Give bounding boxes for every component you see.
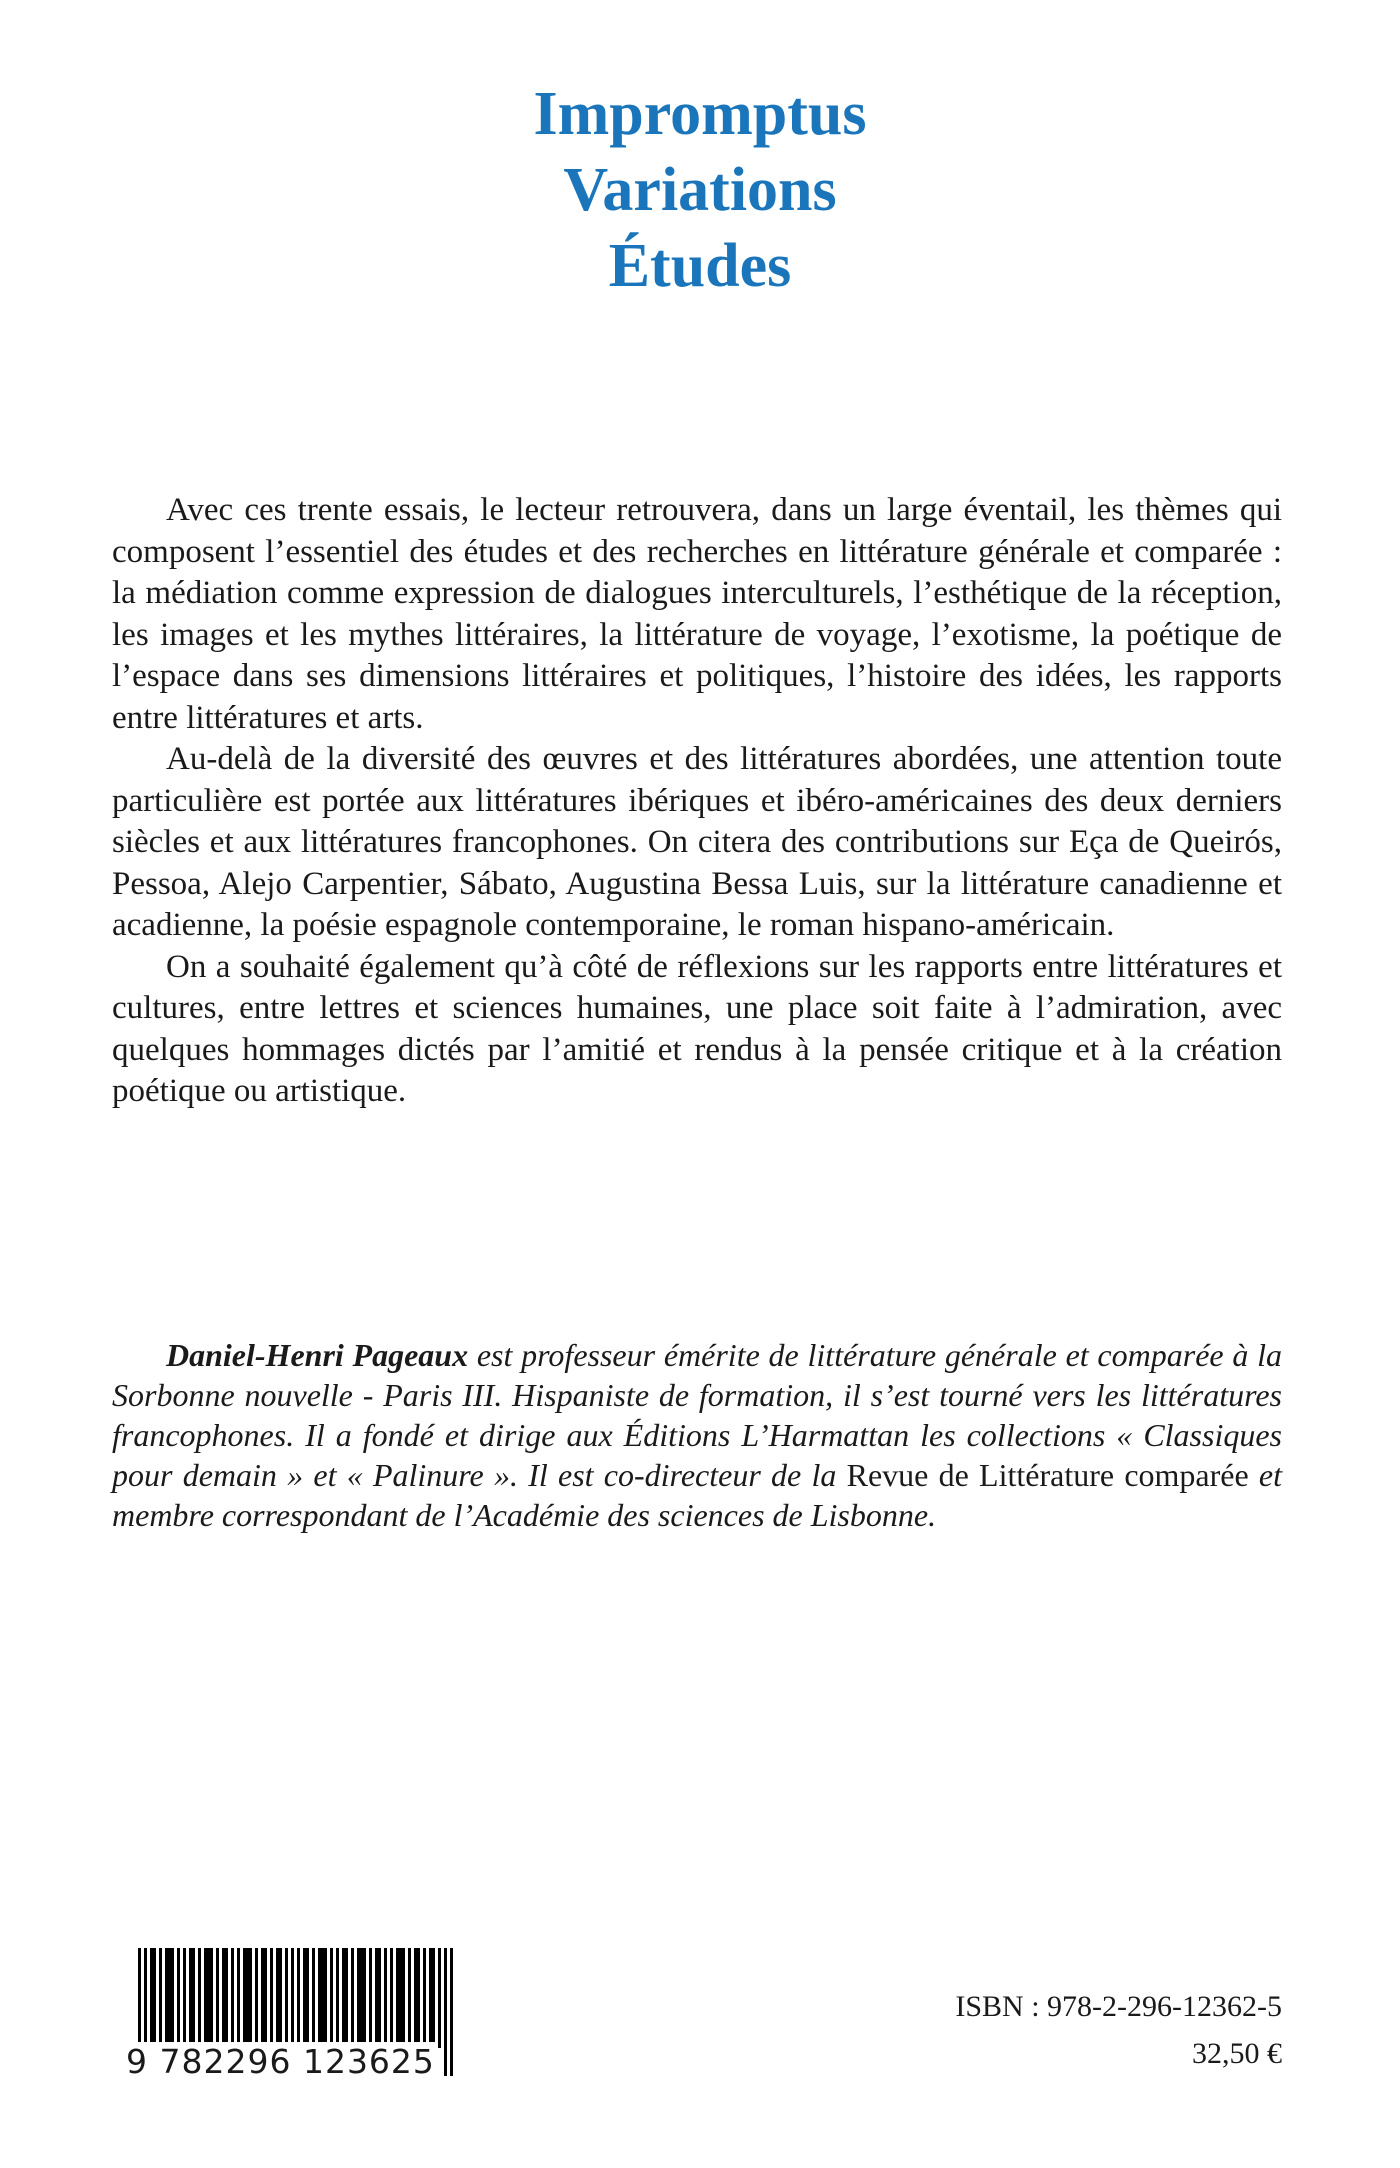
author-name: Daniel-Henri Pageaux bbox=[166, 1337, 469, 1373]
blurb-paragraph-2: Au-delà de la diversité des œuvres et des littératures abordées, une attention toute particulière est portée aux littératures ibériques et ibéro-américaines des deux derniers siècles et aux littératures francophones. On citera des contributions sur Eça de Queirós, Pessoa, Alejo Carpentier, Sábato, Augustina Bessa Luis, sur la littérature canadienne et acadienne, la poésie espagnole contemporaine, le roman hispano-américain. bbox=[112, 741, 1282, 943]
title-line-3: Études bbox=[608, 232, 792, 300]
journal-name: Revue de Littérature comparée bbox=[846, 1457, 1249, 1493]
author-bio bbox=[112, 1335, 1282, 1535]
title-line-1: Impromptus bbox=[533, 80, 867, 148]
book-title bbox=[0, 76, 1400, 304]
back-cover-blurb bbox=[112, 490, 1282, 1113]
blurb-paragraph-1: Avec ces trente essais, le lecteur retrouvera, dans un large éventail, les thèmes qui composent l’essentiel des études et des recherches en littérature générale et comparée : la médiation comme expression de dialogues interculturels, l’esthétique de la réception, les images et les mythes littéraires, la littérature de voyage, l’exotisme, la poétique de l’espace dans ses dimensions littéraires et politiques, l’histoire des idées, les rapports entre littératures et arts. bbox=[112, 492, 1282, 736]
blurb-paragraph-3: On a souhaité également qu’à côté de réflexions sur les rapports entre littératures et cultures, entre lettres et sciences humaines, une place soit faite à l’admiration, avec quelques hommages dictés par l’amitié et rendus à la pensée critique et à la création poétique ou artistique. bbox=[112, 948, 1282, 1109]
bio-text-2: et membre correspondant de l’Académie des sciences de Lisbonne. bbox=[112, 1457, 1283, 1533]
bio-text-1: est professeur émérite de littérature générale et comparée à la Sorbonne nouvelle - Paris III. Hispaniste de formation, il s’est tourné vers les littératures francophones. Il a fondé et dirige aux Éditions L’Harmattan les collections « Classiques pour demain » et « Palinure ». Il est co-directeur de la bbox=[112, 1337, 1283, 1493]
price: 32,50 € bbox=[1192, 2037, 1282, 2070]
barcode-digits bbox=[124, 2042, 464, 2081]
barcode-number: 9 782296 123625 bbox=[126, 2042, 435, 2081]
title-line-2: Variations bbox=[563, 156, 837, 224]
isbn: ISBN : 978-2-296-12362-5 bbox=[955, 1990, 1282, 2023]
